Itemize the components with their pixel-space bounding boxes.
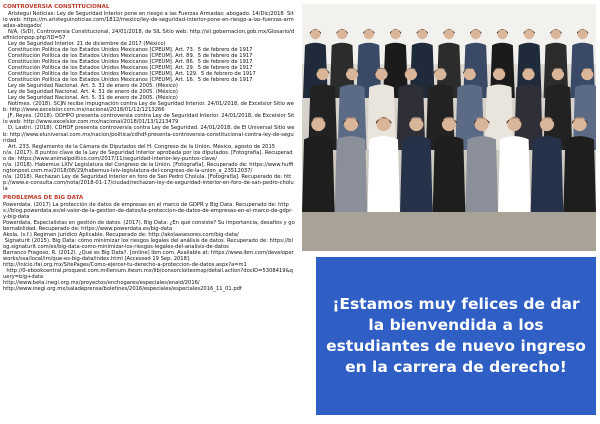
group-photo <box>302 4 596 251</box>
person-face <box>409 117 423 131</box>
welcome-banner <box>316 257 596 415</box>
reference-item: Ley de Seguridad Nacional. Art. 5. 31 de enero de 2005. (México) <box>3 95 178 102</box>
reference-item: n/a. (2017). 8 puntos clave de la Ley de Seguridad Interior aprobada por los diputados. [Fotografía]. Recuperado de: https://www.animalpolitico.com/2017/11/seguridad-interior-ley-puntos-clave/ <box>3 149 293 162</box>
reference-item: http://www.inegi.org.mx/saladeprensa/boletines/2016/especiales/especiales2016_11_01.pdf <box>3 286 242 293</box>
reference-item: Constitución Política de los Estados Unidos Mexicanos [CPEUM]. Art. 89. 5 de febrero de 1917 <box>3 52 253 59</box>
welcome-message: ¡Estamos muy felices de dar la bienvendida a los estudiantes de nuevo ingreso en la carrera de derecho! <box>326 295 586 376</box>
reference-item: N/A, (S/D), Controversia Constitucional, 24/01/2018, de SIL Sitio web: http://sil.gobernacion.gob.mx/Glosario/definicionpop.php?ID=57 <box>3 28 295 41</box>
reference-item: http://0-ebookcentral.proquest.com.millenium.itesm.mx/lib/consorcioitesmsp/detail.action?docID=5308419&query=big+data <box>3 268 293 281</box>
person-figure <box>531 136 564 212</box>
person-face <box>344 117 358 131</box>
reference-item: Constitución Política de los Estados Unidos Mexicanos [CPEUM]. Art. 129. 5 de febrero de 1917 <box>3 71 256 78</box>
reference-item: http://inicio.ifai.org.mx/SitePages/Como-ejercer-tu-derecho-a-proteccion-de-datos.aspx?a=m1 <box>3 262 247 269</box>
reference-item: Notimex. (2018). SCJN recibe impugnación contra Ley de Seguridad Interior. 24/01/2018, de Excelsior Sitio web: http://www.excelsior.com.mx/nacional/2018/01/12/1213266 <box>3 101 294 114</box>
person-face <box>317 68 329 80</box>
reference-list-big-data <box>3 202 295 293</box>
references-column <box>3 4 295 420</box>
reference-item: Aristegui Noticias: Ley de Seguridad Interior pone en riesgo a las Fuerzas Armadas: abogado. 14/Dic/2018 Sitio web: https://m.aristeguinoticias.com/1812/mexico/ley-de-seguridad-interior-pone-en-riesgo-a-las-fuerzas-armadas-abogado/ <box>3 10 294 29</box>
person-face <box>346 68 358 80</box>
person-face <box>444 29 454 39</box>
reference-item: Ley de Seguridad Nacional. Art. 4. 31 de enero de 2005. (México) <box>3 89 178 96</box>
person-figure <box>563 136 596 212</box>
person-figure <box>465 136 498 212</box>
person-face <box>581 68 593 80</box>
reference-item: Constitución Política de los Estados Unidos Mexicanos [CPEUM]. Art. 73. 5 de febrero de 1917 <box>3 46 253 53</box>
person-face <box>497 29 507 39</box>
person-figure <box>498 136 531 212</box>
person-face <box>337 29 347 39</box>
person-face <box>475 117 489 131</box>
person-figure <box>400 136 433 212</box>
person-face <box>375 68 387 80</box>
person-face <box>524 29 534 39</box>
person-face <box>471 29 481 39</box>
reference-item: Constitución Política de los Estados Unidos Mexicanos [CPEUM]. Art. 86. 5 de febrero de 1917 <box>3 58 253 65</box>
person-face <box>417 29 427 39</box>
person-face <box>377 117 391 131</box>
reference-item: http://www.beta.inegi.org.mx/proyectos/enchogares/especiales/enaid/2016/ <box>3 280 200 287</box>
reference-item: Constitución Política de los Estados Unidos Mexicanos [CPEUM]. Art. 29. 5 de febrero de 1917 <box>3 65 253 72</box>
person-face <box>434 68 446 80</box>
person-face <box>551 29 561 39</box>
person-face <box>577 29 587 39</box>
person-face <box>390 29 400 39</box>
person-figure <box>433 136 466 212</box>
reference-item: Powerdata, Especialistas en gestión de datos. (2017). Big Data: ¿En qué consiste? Su importancia, desafíos y gobernabilidad. Recuperado de: https://www.powerdata.es/big-data <box>3 219 295 232</box>
reference-item: n/a. (2018). Rechazan Ley de Seguridad Interior en foro de San Pedro Cholula. [Fotografía]. Recuperado de: http://www.e-consulta.com/nota/2018-01-17/ciudad/rechazan-ley-de-seguridad-interior-en-foro-de-san-pedro-cholula <box>3 173 294 192</box>
person-figure <box>335 136 368 212</box>
reference-item: Akola. (s.f.) Regimen Jurídico Aplicable. Recuperado de: http://akolaasesores.com/big-data/ <box>3 231 239 238</box>
reference-item: Art. 233. Reglamento de la Cámara de Diputados del H. Congreso de la Unión. México, agosto de 2015 <box>3 143 276 150</box>
person-face <box>311 117 325 131</box>
reference-item: Signaturit (2015). Big Data: cómo minimizar los riesgos legales del análisis de datos. Recuperado de: https://blog.signaturit.com/es/big-data-como-minimizar-los-riesgos-legales-del-analisis-de-datos <box>3 237 293 250</box>
person-face <box>540 117 554 131</box>
person-face <box>310 29 320 39</box>
reference-list-controversia <box>3 11 295 192</box>
section-heading-controversia: CONTROVERSIA CONSTITUCIONAL <box>3 4 110 10</box>
person-figure <box>302 136 335 212</box>
reference-item: Powerdata. (2017) La protección de datos de empresas en el marco de GDPR y Big Data. Recuperado de: https://blog.powerdata.es/el-valor-de-la-gestion-de-datos/la-proteccion-de-datos-de-empresas-en-el-marco-de-gdpr-y-big-data <box>3 201 293 220</box>
person-face <box>522 68 534 80</box>
reference-item: Ley de Seguridad Nacional. Art. 3. 31 de enero de 2005. (México) <box>3 83 178 90</box>
section-heading-big-data: PROBLEMAS DE BIG DATA <box>3 195 84 201</box>
reference-item: Constitución Política de los Estados Unidos Mexicanos [CPEUM]. Art. 16. 5 de febrero de 1917 <box>3 77 253 84</box>
person-face <box>552 68 564 80</box>
reference-item: JF, Reyes. (2018). DDHPO presenta controversia contra Ley de Seguridad Interior. 24/01/2018, de Excelsior Sitio web: http://www.excelsior.com.mx/nacional/2018/01/13/1213479 <box>3 113 295 126</box>
reference-item: Barranco Fragoso, R. (2012). ¿Qué es Big Data?. [online] Ibm.com. Available at: https://www.ibm.com/developerworks/ssa/local/im/que-es-big-data/index.html [Accessed 19 Sep. 2018]. <box>3 249 294 263</box>
person-face <box>507 117 521 131</box>
person-face <box>364 29 374 39</box>
person-face <box>464 68 476 80</box>
reference-item: n/a. (2018). Habemus LXIV Legislatura del Congreso de la Unión. [Fotografía]. Recuperado de: https://www.huffingtonpost.com.mx/2018/08/29/habemus-lxiv-legislatura-del-congreso-de-la-union_a_23512037/ <box>3 161 294 174</box>
person-face <box>573 117 587 131</box>
person-figure <box>367 136 400 212</box>
group-photo-illustration <box>302 4 596 251</box>
person-face <box>493 68 505 80</box>
reference-item: D, Lastiri. (2018). CDHDF presenta controversia contra Ley de Seguridad. 24/01/2018, de El Universal Sitio web: http://www.eluniversal.com.mx/nacion/politica/cdhdf-presenta-controversia-constitucional-contra-ley-de-seguridad <box>3 125 295 144</box>
reference-item: Ley de Seguridad Interior. 21 de diciembre de 2017 (México) <box>3 40 166 47</box>
person-face <box>405 68 417 80</box>
person-face <box>442 117 456 131</box>
